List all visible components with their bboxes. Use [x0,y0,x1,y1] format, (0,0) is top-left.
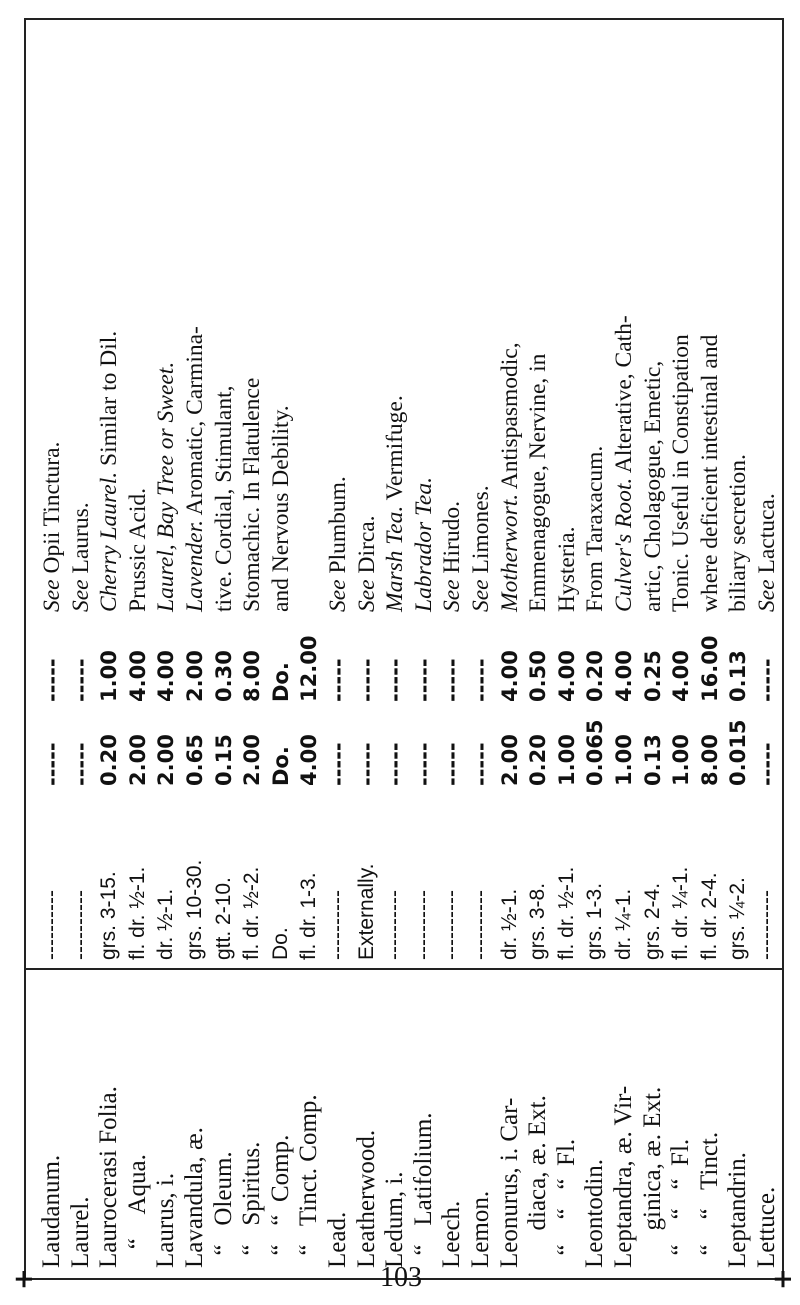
cell-max: 16.00 [697,635,722,702]
cell-description: artic, Cholagogue, Emetic, [639,360,666,612]
cell-max: ----- [68,658,93,702]
cell-name: “ Tinct. Comp. [295,1094,323,1268]
column-name [20,973,790,1268]
cell-name: “ “ “ Fl. [552,1138,580,1268]
cell-max: 4.00 [154,650,179,702]
cell-name: Ledum, i. [381,1171,409,1268]
cell-dose: ---------- [755,890,778,960]
cell-description: biliary secretion. [725,454,752,612]
cell-dose: fl. dr. ½-1. [125,866,149,960]
cell-min: 0.065 [583,719,608,786]
cell-name: Lead. [324,1211,351,1268]
cell-min: 0.015 [726,719,751,786]
cell-dose: fl. dr. ½-1. [554,866,578,960]
cell-description: See Lactuca. [754,493,780,612]
column-rule-2 [24,18,784,20]
cell-min: 0.20 [97,734,122,786]
cell-name: diaca, æ. Ext. [524,1095,552,1268]
cell-description: Tonic. Useful in Constipation [668,334,695,612]
cell-max: ----- [354,658,379,702]
corner-cross-icon: + [768,1268,798,1290]
cell-min: 0.65 [183,734,207,786]
cell-max: ----- [40,658,64,702]
cell-description: See Laurus. [67,502,94,612]
cell-name: Leptandra, æ. Vir- [610,1085,637,1268]
cell-max: 12.00 [297,635,322,702]
cell-description: Culver's Root. Alterative, Cath- [611,315,637,612]
cell-min: ----- [411,742,436,786]
cell-name: Lavandula, æ. [181,1127,208,1268]
cell-max: ----- [411,658,436,702]
cell-dose: grs. 2-4. [640,882,664,960]
cell-dose: grs. 3-15. [97,871,121,960]
cell-max: 2.00 [183,650,207,702]
cell-min: 4.00 [297,734,322,786]
cell-min: Do. [268,746,293,786]
cell-dose: Do. [268,927,292,960]
cell-max: Do. [268,662,293,702]
cell-name: Lettuce. [753,1186,780,1268]
cell-min: ----- [755,742,779,786]
cell-min: 2.00 [125,734,150,786]
cell-name: Laudanum. [38,1154,65,1268]
cell-name: Lemon. [467,1190,494,1268]
cell-max: 1.00 [97,650,122,702]
cell-description: From Taraxacum. [582,445,609,612]
cell-name: Leech. [438,1200,466,1268]
cell-dose: ---------- [40,890,63,960]
cell-min: ----- [383,742,408,786]
cell-description: Lavender. Aromatic, Carmina- [182,326,208,612]
cell-name: “ “ Tinct. [695,1131,723,1268]
cell-min: 0.15 [211,734,236,786]
corner-cross-icon: + [9,1268,39,1290]
cell-max: 4.00 [497,650,522,702]
cell-min: ----- [469,742,493,786]
cell-min: ----- [326,742,350,786]
cell-name: “ Latifolium. [409,1112,437,1268]
column-description [20,22,790,612]
cell-dose: ---------- [326,890,349,960]
cell-description: See Limones. [468,485,494,612]
column-dose [20,790,790,960]
cell-dose: grs. 3-8. [526,882,550,960]
cell-dose: fl. dr. ¼-1. [669,866,693,960]
cell-description: Marsh Tea. Vermifuge. [382,395,409,612]
cell-name: ginica, æ. Ext. [638,1086,666,1268]
cell-max: ----- [440,658,465,702]
cell-name: “ Spiritus. [238,1141,266,1268]
cell-name: Leptandrin. [724,1152,752,1268]
cell-max: 0.25 [640,650,665,702]
cell-max: 4.00 [612,650,636,702]
cell-max: 4.00 [554,650,579,702]
cell-description: Laurel, Bay Tree or Sweet. [153,361,180,612]
cell-dose: ---------- [411,890,435,960]
cell-description: Motherwort. Antispasmodic, [496,342,523,612]
cell-min: 8.00 [697,734,722,786]
cell-max: 4.00 [669,650,694,702]
cell-max: ----- [469,658,493,702]
cell-name: Leatherwood. [352,1129,380,1268]
cell-dose: grs. ¼-2. [726,877,750,960]
cell-name: “ Oleum. [209,1151,237,1268]
column-min [20,704,790,786]
cell-min: 2.00 [497,734,522,786]
cell-max: 0.30 [211,650,236,702]
cell-dose: gtt. 2-10. [211,877,235,960]
cell-dose: dr. ½-1. [154,888,178,960]
cell-description: Hysteria. [553,526,580,612]
cell-dose: fl. dr. ½-2. [240,866,264,960]
cell-description: where deficient intestinal and [696,334,723,612]
cell-description: Emmenagogue, Nervine, in [525,353,552,612]
cell-min: 1.00 [612,734,636,786]
cell-description: See Opii Tinctura. [39,441,65,612]
cell-dose: grs. 10-30. [183,859,206,960]
cell-min: 0.20 [526,734,551,786]
cell-dose: Externally. [354,863,378,960]
cell-description: See Plumbum. [325,476,351,612]
cell-name: Leontodin. [581,1158,609,1268]
cell-name: “ “ Comp. [266,1134,294,1268]
cell-min: ----- [440,742,465,786]
cell-min: ----- [354,742,379,786]
cell-dose: ---------- [383,890,407,960]
cell-name: Laurel. [66,1196,94,1268]
cell-dose: ---------- [440,890,464,960]
cell-description: Labrador Tea. [410,477,437,612]
cell-max: 4.00 [125,650,150,702]
cell-dose: fl. dr. 1-3. [297,872,321,960]
cell-min: 2.00 [240,734,265,786]
cell-max: ----- [383,658,408,702]
cell-min: 2.00 [154,734,179,786]
cell-name: Laurocerasi Folia. [95,1086,123,1268]
cell-description: Prussic Acid. [124,487,151,612]
cell-name: “ “ “ Fl. [667,1138,695,1268]
cell-description: and Nervous Debility. [267,405,294,612]
cell-description: See Dirca. [353,515,380,612]
dosage-table [9,18,798,1290]
cell-max: 0.50 [526,650,551,702]
cell-max: 0.13 [726,650,751,702]
cell-min: 1.00 [554,734,579,786]
page-number: 103 [380,1262,422,1293]
cell-description: tive. Cordial, Stimulant, [210,385,237,612]
cell-max: 0.20 [583,650,608,702]
cell-description: Stomachic. In Flatulence [239,377,266,612]
cell-max: ----- [755,658,779,702]
cell-name: Leonurus, i. Car- [495,1097,523,1268]
cell-dose: ---------- [68,890,92,960]
cell-description: See Hirudo. [439,501,466,612]
cell-dose: dr. ¼-1. [612,888,635,960]
cell-dose: ---------- [469,890,492,960]
cell-dose: fl. dr. 2-4. [697,872,721,960]
cell-min: 0.13 [640,734,665,786]
cell-dose: dr. ½-1. [497,888,521,960]
cell-min: ----- [68,742,93,786]
cell-min: 1.00 [669,734,694,786]
cell-max: ----- [326,658,350,702]
cell-max: 8.00 [240,650,265,702]
column-max [20,620,790,702]
cell-name: Laurus, i. [152,1172,180,1268]
cell-description: Cherry Laurel. Similar to Dil. [96,330,123,612]
cell-name: “ Aqua. [123,1154,151,1268]
cell-min: ----- [40,742,64,786]
column-rule-1 [24,968,784,970]
cell-dose: grs. 1-3. [583,882,607,960]
